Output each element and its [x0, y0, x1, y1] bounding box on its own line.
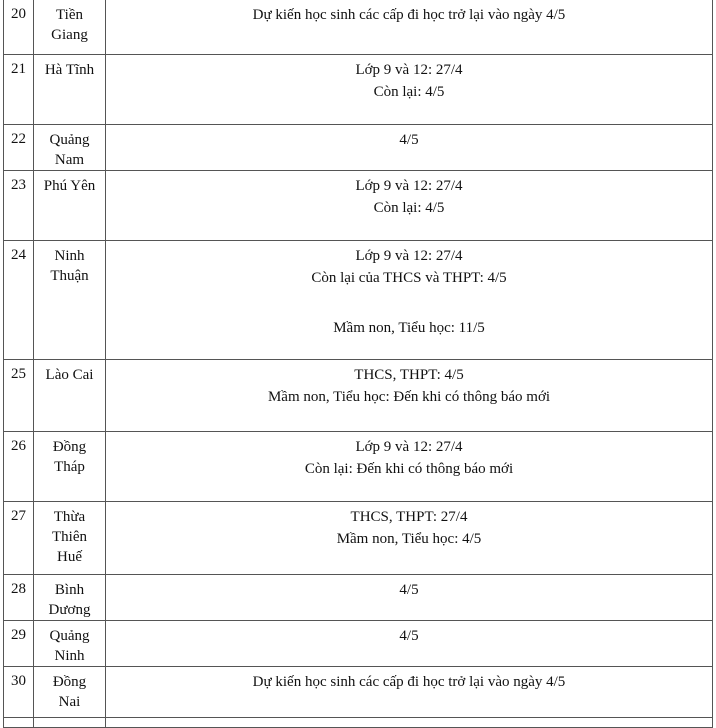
- province-cell: [34, 0, 106, 55]
- province-name-line: Thiên: [52, 529, 87, 545]
- row-number: 26: [4, 432, 34, 502]
- province-name-line: Ninh: [54, 648, 85, 664]
- table-row-partial: [4, 718, 713, 728]
- schedule-line: Dự kiến học sinh các cấp đi học trở lại vào ngày 4/5: [252, 7, 566, 23]
- schedule-line: Lớp 9 và 12: 27/4: [355, 62, 463, 78]
- table-row: [4, 55, 713, 125]
- province-name-line: Ninh: [54, 248, 85, 264]
- province-cell: [34, 241, 106, 360]
- table-row: [4, 502, 713, 575]
- schedule-line: Mầm non, Tiểu học: 11/5: [333, 320, 485, 336]
- province-cell: [34, 360, 106, 432]
- row-number: 24: [4, 241, 34, 360]
- province-name-line: Dương: [48, 602, 91, 618]
- province-name-line: Đồng: [52, 439, 87, 455]
- row-number: 25: [4, 360, 34, 432]
- table-row: [4, 360, 713, 432]
- schedule-cell: [106, 171, 713, 241]
- schedule-line: Còn lại của THCS và THPT: 4/5: [311, 270, 507, 286]
- line-spacer: [106, 289, 712, 317]
- schedule-cell: [106, 55, 713, 125]
- row-number: 29: [4, 621, 34, 667]
- schedule-cell: [106, 575, 713, 621]
- province-cell: [34, 432, 106, 502]
- schedule-line: Mầm non, Tiểu học: Đến khi có thông báo mới: [267, 389, 551, 405]
- schedule-cell: [106, 621, 713, 667]
- schedule-cell: [106, 125, 713, 171]
- row-number: 21: [4, 55, 34, 125]
- schedule-line: Còn lại: Đến khi có thông báo mới: [304, 461, 514, 477]
- table-row: [4, 241, 713, 360]
- schedule-line: Lớp 9 và 12: 27/4: [355, 248, 463, 264]
- province-name-line: Đồng: [52, 674, 87, 690]
- province-name-line: Quảng: [49, 628, 90, 644]
- row-number: [4, 718, 34, 728]
- schedule-line: Mầm non, Tiểu học: 4/5: [336, 531, 482, 547]
- table-row: [4, 432, 713, 502]
- province-cell: [34, 55, 106, 125]
- province-name-line: Lào Cai: [45, 367, 94, 383]
- schedule-cell: [106, 502, 713, 575]
- province-cell: [34, 575, 106, 621]
- province-name-line: Thuận: [50, 268, 89, 284]
- schedule-line: 4/5: [399, 582, 419, 598]
- row-number: 27: [4, 502, 34, 575]
- province-name-line: Phú Yên: [43, 178, 96, 194]
- schedule-line: Dự kiến học sinh các cấp đi học trở lại vào ngày 4/5: [252, 674, 566, 690]
- table-row: [4, 0, 713, 55]
- schedule-line: THCS, THPT: 27/4: [350, 509, 468, 525]
- schedule-line: Lớp 9 và 12: 27/4: [355, 439, 463, 455]
- row-number: 22: [4, 125, 34, 171]
- row-number: 28: [4, 575, 34, 621]
- table-row: [4, 575, 713, 621]
- province-name-line: Hà Tĩnh: [44, 62, 95, 78]
- schedule-line: THCS, THPT: 4/5: [354, 367, 464, 383]
- province-name-line: Huế: [57, 549, 82, 565]
- province-name-line: Tiền: [56, 7, 83, 23]
- table-row: [4, 621, 713, 667]
- schedule-cell: [106, 718, 713, 728]
- province-name-line: Nai: [58, 694, 81, 710]
- province-name-line: Bình: [54, 582, 85, 598]
- province-cell: [34, 171, 106, 241]
- row-number: 23: [4, 171, 34, 241]
- province-cell: [34, 718, 106, 728]
- schedule-line: Còn lại: 4/5: [373, 200, 445, 216]
- table-row: [4, 125, 713, 171]
- schedule-line: 4/5: [399, 132, 419, 148]
- schedule-line: 4/5: [399, 628, 419, 644]
- province-name-line: Tháp: [54, 459, 85, 475]
- schedule-line: Lớp 9 và 12: 27/4: [355, 178, 463, 194]
- table-row: [4, 171, 713, 241]
- row-number: 30: [4, 667, 34, 718]
- schedule-cell: [106, 0, 713, 55]
- schedule-cell: [106, 241, 713, 360]
- province-name-line: Nam: [54, 152, 85, 168]
- province-cell: [34, 502, 106, 575]
- schedule-cell: [106, 360, 713, 432]
- province-cell: [34, 125, 106, 171]
- province-cell: [34, 621, 106, 667]
- province-name-line: Giang: [51, 27, 88, 43]
- row-number: 20: [4, 0, 34, 55]
- school-reopening-table: [3, 0, 713, 728]
- province-name-line: Thừa: [53, 509, 86, 525]
- schedule-cell: [106, 432, 713, 502]
- province-name-line: Quảng: [49, 132, 90, 148]
- schedule-line: Còn lại: 4/5: [373, 84, 445, 100]
